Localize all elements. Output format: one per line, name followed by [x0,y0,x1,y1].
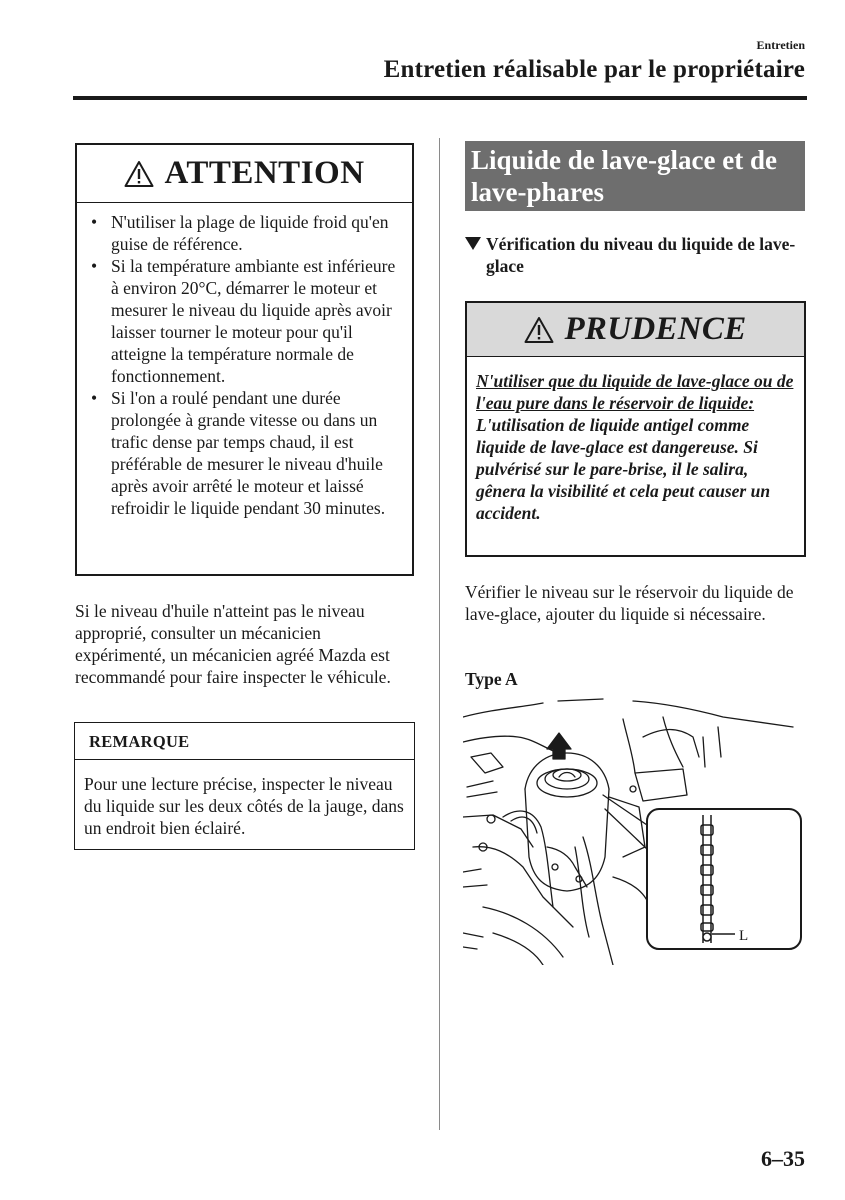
attention-item: • N'utiliser la plage de liquide froid qu'en guise de référence. [77,211,402,255]
header-section-label: Entretien [756,38,805,52]
triangle-down-icon [464,236,482,251]
subsection-title: Vérification du niveau du liquide de lave-glace [486,234,796,276]
verify-paragraph: Vérifier le niveau sur le réservoir du liquide de lave-glace, ajouter du liquide si nécessaire. [465,582,794,624]
type-label: Type A [465,669,518,689]
remarque-box [74,722,415,850]
column-divider [439,138,440,1130]
page-number: 6–35 [761,1146,805,1171]
washer-reservoir-diagram [463,697,805,965]
prudence-header [467,303,804,357]
prudence-body [476,370,801,524]
attention-header [77,145,412,203]
oil-level-paragraph: Si le niveau d'huile n'atteint pas le niveau approprié, consulter un mécanicien expérimenté, un mécanicien agréé Mazda est recommandé pour faire inspecter le véhicule. [75,601,391,687]
attention-item: • Si l'on a roulé pendant une durée prolongée à grande vitesse ou dans un trafic dense par temps chaud, il est préférable de mesurer le niveau d'huile après avoir arrêté le moteur et laissé refroidir le liquide pendant 30 minutes. [77,387,402,519]
prudence-box [465,301,806,557]
remarque-text: Pour une lecture précise, inspecter le niveau du liquide sur les deux côtés de la jauge, dans un endroit bien éclairé. [84,774,404,838]
level-mark-label: L [739,928,749,944]
remarque-heading: REMARQUE [75,723,414,760]
warning-triangle-icon [524,316,554,344]
prudence-heading: PRUDENCE [564,311,747,347]
attention-heading: ATTENTION [164,155,365,191]
prudence-text: L'utilisation de liquide antigel comme liquide de lave-glace est dangereuse. Si pulvérisé sur le pare-brise, il le salira, gênera la visibilité et cela peut causer un accident. [476,415,771,523]
warning-triangle-icon [124,160,154,188]
attention-box [75,143,414,576]
subsection-heading [464,233,804,277]
attention-item: • Si la température ambiante est inférieure à environ 20°C, démarrer le moteur et mesurer le niveau du liquide après avoir laisser tourner le moteur pour qu'il atteigne la température normale de fonctionnement. [77,255,402,387]
page-title: Entretien réalisable par le propriétaire [383,56,805,83]
prudence-underlined-text: N'utiliser que du liquide de lave-glace ou de l'eau pure dans le réservoir de liquide: [476,371,794,413]
section-heading: Liquide de lave-glace et de lave-phares [465,141,805,211]
header-rule [73,96,807,100]
attention-list [77,211,412,519]
